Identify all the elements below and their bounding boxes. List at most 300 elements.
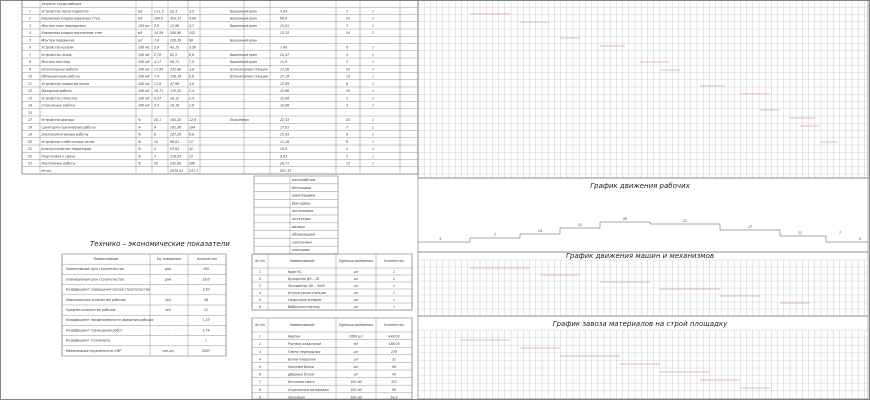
gantt-grid [418, 0, 868, 178]
work-name: Облицовочные работы [41, 74, 80, 79]
unit: 100 м2 [138, 52, 150, 57]
row-number: 17 [27, 118, 33, 123]
duration: 1 [372, 74, 375, 79]
materials-row [259, 388, 396, 392]
tep-unit: чел-дн [162, 348, 174, 353]
quantity: 34,59 [154, 31, 164, 36]
materials-header: Единица измерения [339, 323, 373, 327]
tep-name: Коэффициент совмещения работ [66, 328, 123, 333]
workers: 60,8 [280, 16, 288, 21]
materials-row [259, 342, 400, 346]
tep-name: Коэффициент сокращения сроков строительства [66, 287, 150, 292]
row-number: 2 [28, 16, 32, 21]
shifts: 5 [346, 154, 349, 159]
machines-header: Количество [384, 259, 404, 263]
material-unit: шт [353, 372, 359, 377]
machine-qty: 1 [392, 277, 396, 281]
tep-row [66, 349, 210, 353]
quantity: 17,85 [154, 67, 164, 72]
machine-qty: 1 [392, 284, 396, 288]
row-number: 14 [27, 103, 33, 108]
labor: 53,64 [170, 147, 180, 152]
unit: 100 м2 [138, 81, 150, 86]
machine-unit: шт [353, 298, 359, 302]
quantity: 2,4 [154, 103, 160, 108]
material-number: 5 [258, 365, 262, 369]
materials-row [259, 350, 397, 354]
row-number: 12 [27, 89, 33, 94]
work-name: Устройство покрытий полов [41, 81, 89, 86]
schedule-row [29, 53, 374, 57]
legend-item: бетонщики [292, 185, 311, 190]
quantity: 8 [154, 125, 157, 130]
legend-item: сантехники [292, 240, 312, 245]
material-name: Плиты перекрытия [288, 349, 321, 354]
machines-chart-title: График движения машин и механизмов [566, 252, 714, 260]
unit: 100 м2 [138, 103, 150, 108]
tep-unit: – [167, 328, 169, 333]
tep-header: Ед. измерения [156, 257, 182, 261]
quantity: 165,6 [154, 16, 164, 21]
machines-row [259, 298, 395, 302]
shifts: 23 [346, 16, 351, 21]
workers-label: 7 [493, 233, 497, 237]
machine-hours: 41 [189, 147, 194, 152]
schedule-row [29, 24, 374, 28]
material-number: 7 [258, 380, 262, 385]
workers: 11,9 [280, 60, 288, 65]
schedule-row [29, 31, 374, 35]
labor: 56,71 [170, 60, 180, 65]
machine-hours: 4,6 [189, 81, 195, 86]
workers-label: 11 [797, 231, 803, 235]
workers: 17,56 [280, 67, 290, 72]
schedule-table [22, 0, 418, 174]
row-number: 9 [28, 67, 32, 72]
quantity: 3 [154, 154, 157, 159]
tep-row [66, 267, 209, 271]
material-name: Кирпич [288, 334, 301, 339]
tep-header: Количество [197, 257, 217, 261]
shifts: 13 [346, 74, 351, 79]
row-number: 15 [27, 110, 33, 115]
material-qty: 278 [390, 349, 398, 354]
workers-label: 7 [838, 231, 842, 235]
work-name: Малярные работы [41, 89, 73, 94]
materials-row [259, 365, 396, 369]
material-qty: 448,03 [388, 334, 400, 339]
tep-row [66, 339, 207, 343]
material-number: 1 [258, 334, 262, 339]
machine-hours: 8,6 [189, 52, 195, 57]
unit: % [138, 132, 142, 137]
quantity: 20 [154, 161, 159, 166]
unit: шт [138, 38, 143, 43]
materials-chart-title: График завоза материалов на строй площадку [552, 320, 728, 328]
machine-qty: 1 [392, 291, 396, 295]
machine-hours: 3,26 [189, 45, 197, 50]
labor: 18,12 [170, 96, 180, 101]
tep-value: 2027 [201, 348, 211, 353]
machine-hours: 1,8 [189, 103, 195, 108]
materials-table [252, 318, 412, 399]
unit: % [138, 125, 142, 130]
row-number: 11 [27, 81, 33, 86]
machines-row [259, 284, 395, 288]
schedule-row [42, 169, 292, 173]
machine-name: Сварочный аппарат [288, 298, 322, 302]
machine-name: Экскаватор ЭО – 3043 [288, 284, 325, 288]
row-number: 6 [28, 45, 32, 50]
schedule-row [28, 125, 374, 129]
row-number: 10 [27, 74, 33, 79]
duration: 1 [372, 60, 375, 65]
crew: Штукатурная станция [230, 74, 268, 79]
legend-item: электрики [292, 248, 310, 253]
tep-row [66, 298, 208, 302]
work-name: Устройство фасада [41, 118, 75, 123]
unit: м3 [138, 31, 143, 36]
workers-label: 17 [747, 225, 753, 229]
workers-label: 28 [622, 217, 628, 221]
row-number: 19 [27, 132, 33, 137]
material-qty: 188,03 [388, 342, 400, 347]
material-unit: 100 м2 [350, 387, 362, 392]
tep-value: 1,74 [202, 328, 210, 333]
shifts: 3 [346, 103, 349, 108]
shifts: 6 [346, 45, 349, 50]
unit: 100 м2 [138, 45, 150, 50]
duration: 1 [372, 103, 375, 108]
work-name: Устройство лесов подмости [41, 9, 89, 14]
legend-item: разнорабочие [292, 178, 316, 182]
duration: 1 [372, 154, 375, 159]
charts-area [418, 178, 868, 399]
shifts: 9 [346, 139, 349, 144]
tep-value: 1,33 [202, 318, 210, 323]
schedule-row [28, 96, 374, 100]
work-name: Затраты труда рабочих [41, 2, 82, 7]
machines-table [252, 254, 412, 310]
workers: 10,8 [280, 147, 288, 152]
machine-number: 6 [258, 305, 262, 309]
material-unit: шт [353, 365, 359, 369]
workers: 28,71 [280, 161, 290, 166]
schedule-row [28, 104, 374, 108]
materials-header: Наименование [289, 323, 315, 327]
machine-hours: 2,4 [189, 89, 195, 94]
schedule-row [29, 46, 374, 50]
work-name: Устройство отмостки [41, 96, 78, 101]
machine-name: Виброуплотнитель [288, 305, 320, 309]
machine-hours: 186 [189, 161, 196, 166]
schedule-row [28, 154, 374, 158]
schedule-row [29, 67, 374, 71]
labor: 165,25 [170, 118, 182, 123]
material-name: Дверные блоки [288, 372, 314, 377]
workers-label: 21 [682, 219, 688, 223]
crew: Башенный кран [230, 38, 257, 43]
material-unit: 100 м2 [350, 395, 362, 400]
duration: 1 [372, 67, 375, 72]
tep-name: Среднее количество рабочих [66, 308, 116, 312]
workers: 9,83 [280, 154, 288, 159]
work-name: Устройство кровли [41, 45, 74, 50]
material-name: Оконные блоки [288, 365, 314, 369]
machine-number: 3 [258, 284, 262, 288]
machine-unit: шт [353, 291, 359, 295]
tep-row [66, 308, 208, 312]
material-unit: шт [353, 349, 359, 354]
workers-chart-title: График движения рабочих [590, 182, 690, 190]
work-name: Устройство полов [41, 52, 72, 57]
row-number: 3 [28, 23, 32, 28]
material-qty: 56 [391, 365, 397, 369]
shifts: 4 [346, 52, 349, 57]
schedule-row [28, 133, 374, 137]
schedule-row [28, 140, 374, 144]
machines-header: № п/п [255, 259, 265, 263]
workers-label: 5 [858, 237, 862, 241]
machine-hours: 4,7 [189, 23, 195, 28]
material-qty: 321 [390, 380, 398, 385]
crew: Штукатурная станция [230, 67, 268, 72]
labor: 43,15 [170, 45, 180, 50]
crew: Башенный кран [230, 23, 257, 28]
machine-hours: 12 [189, 154, 194, 159]
crew: Башенный кран [230, 16, 257, 21]
shifts: 15 [346, 89, 351, 94]
machine-hours: 98 [189, 38, 194, 43]
quantity: 2,8 [154, 23, 160, 28]
unit: 100 м2 [138, 60, 150, 65]
tep-unit: дни [164, 267, 172, 272]
quantity: 10 [154, 139, 159, 144]
machine-hours: 5,6 [189, 74, 195, 79]
material-number: 6 [258, 372, 262, 377]
row-number: 7 [28, 52, 32, 57]
machine-hours: 3,5 [189, 9, 195, 14]
tep-name: Нормативный срок строительства [66, 267, 124, 272]
material-qty: 45 [391, 372, 397, 377]
tep-value: 1 [204, 338, 208, 343]
unit: 100 шт [138, 23, 150, 28]
tep-table [62, 240, 230, 356]
quantity: 2 [154, 147, 157, 152]
tep-value: 2,50 [202, 287, 210, 292]
material-number: 3 [258, 349, 262, 354]
materials-row [259, 373, 396, 377]
material-unit: м3 [353, 342, 359, 347]
material-qty: 31 [391, 357, 397, 362]
quantity: 11,6 [154, 81, 162, 86]
workers: 12,86 [280, 96, 290, 101]
legend-item: монтажники [292, 209, 314, 214]
work-name: Штукатурные работы [41, 67, 79, 72]
schedule-row [29, 38, 257, 42]
material-name: Отделочные материалы [288, 387, 329, 392]
duration: 1 [372, 147, 375, 152]
tep-value: 16,6 [202, 277, 210, 282]
machine-unit: шт [353, 270, 359, 274]
labor: 127,29 [170, 132, 182, 137]
schedule-row [28, 75, 374, 79]
machines-row [259, 277, 395, 281]
shifts: 9 [346, 132, 349, 137]
tep-unit: чел [165, 297, 171, 302]
machine-unit: шт [353, 305, 359, 309]
machine-number: 4 [258, 291, 262, 295]
duration: 1 [372, 125, 375, 130]
work-name: Благоустройство территории [41, 147, 92, 152]
material-number: 2 [258, 342, 262, 347]
workers: 17,19 [280, 74, 290, 79]
duration: 1 [372, 31, 375, 36]
material-name: Линолеум [288, 395, 305, 400]
machine-hours: 184 [189, 125, 196, 130]
shifts: 6 [346, 81, 349, 86]
labor: 2579,52 [170, 168, 184, 173]
workers: 12,86 [280, 89, 290, 94]
row-number: 8 [28, 60, 32, 65]
labor: 62,5 [170, 52, 178, 57]
schedule-row [28, 89, 374, 93]
quantity: 16,71 [154, 89, 164, 94]
machine-hours: 152 [189, 31, 196, 36]
machines-row [259, 305, 395, 309]
labor: 453,31 [170, 16, 182, 21]
schedule-row [28, 118, 374, 122]
material-number: 9 [258, 395, 262, 400]
workers: 7,48 [280, 45, 288, 50]
work-name: Стекольные работы [41, 103, 76, 108]
workers-label: 3 [438, 237, 442, 241]
shifts: 23 [346, 67, 351, 72]
row-number: 18 [27, 125, 33, 130]
unit: 100 м2 [138, 74, 150, 79]
unit: 100 м2 [138, 96, 150, 101]
quantity: 7,4 [154, 74, 160, 79]
duration: 1 [372, 96, 375, 101]
workers-legend-table [254, 176, 338, 254]
duration: 1 [372, 81, 375, 86]
shifts: 24 [346, 31, 351, 36]
tep-value: 21 [203, 308, 209, 312]
tep-title: Технико – экономические показатели [90, 240, 230, 248]
duration: 1 [372, 23, 375, 28]
machine-hours: 7,5 [189, 60, 195, 65]
labor: 331,68 [170, 67, 182, 72]
row-number: 5 [28, 38, 32, 43]
quantity: 0,57 [154, 96, 162, 101]
crew: Башенный кран [230, 60, 257, 65]
workers-label: 21 [577, 223, 583, 227]
quantity: 6 [154, 132, 157, 137]
unit: % [138, 118, 142, 123]
tep-name: Планируемый срок строительства [66, 277, 124, 282]
workers: 15,32 [280, 31, 290, 36]
tep-header: Наименование [93, 257, 119, 261]
material-name: Блоки покрытия [288, 357, 316, 362]
machines-row [259, 270, 395, 274]
labor: 181,36 [170, 125, 182, 130]
machine-unit: шт [353, 277, 359, 281]
shifts: 13 [346, 161, 351, 166]
duration: 1 [372, 9, 375, 14]
legend-item: арматурщики [292, 193, 316, 198]
material-unit: 100 м2 [350, 380, 362, 385]
workers: 12,61 [280, 23, 290, 28]
work-name: Монтаж плит перекрытия [41, 23, 86, 28]
duration: 1 [372, 139, 375, 144]
shifts: 5 [346, 147, 349, 152]
duration: 1 [372, 132, 375, 137]
material-unit: шт [353, 357, 359, 362]
machine-qty: 1 [392, 270, 396, 274]
tep-name: Коэффициент неравномерности движения рабочих [66, 318, 154, 323]
work-name: Кирпичная кладка внутренних стен [41, 31, 103, 36]
duration: 1 [372, 52, 375, 57]
machines-header: Единица измерения [339, 259, 373, 263]
unit: м3 [138, 16, 143, 21]
duration: 1 [372, 16, 375, 21]
unit: % [138, 154, 142, 159]
schedule-row [28, 82, 374, 86]
work-name: Итого [41, 168, 52, 173]
machine-qty: 1 [392, 305, 396, 309]
materials-row [259, 335, 400, 339]
machine-number: 2 [258, 277, 262, 281]
row-number: 21 [27, 147, 33, 152]
tep-name: Максимальное количество рабочих [66, 297, 126, 302]
machine-number: 5 [258, 298, 262, 302]
row-number: 4 [28, 31, 32, 36]
quantity: 20,1 [154, 118, 162, 123]
shifts: 3 [346, 96, 349, 101]
labor: 280,96 [170, 31, 182, 36]
machines-row [259, 291, 395, 295]
tep-name: Механизация трудоёмкости СМР [66, 348, 122, 353]
workers: 11,16 [280, 139, 290, 144]
schedule-row [29, 60, 374, 64]
shifts: 3 [346, 60, 349, 65]
material-name: Бетонная смесь [288, 380, 315, 385]
materials-row [259, 357, 396, 361]
quantity: 1+1,5 [154, 9, 164, 14]
machine-qty: 1 [392, 298, 396, 302]
workers: 15,43 [280, 132, 290, 137]
tep-value: 28 [203, 297, 209, 302]
row-number: 20 [27, 139, 33, 144]
schedule-row [42, 2, 82, 6]
work-name: Устройство слаботочных сетей [41, 139, 95, 144]
row-number: 22 [27, 154, 33, 159]
legend-item: штукатуры [292, 217, 311, 221]
labor: 18,16 [170, 103, 180, 108]
schedule-row [28, 111, 32, 115]
machine-hours: 2,4 [189, 96, 195, 101]
shifts: 7 [346, 125, 349, 130]
workers: 12,89 [280, 81, 290, 86]
materials-row [259, 380, 397, 384]
machine-unit: шт [353, 284, 359, 288]
material-qty: 54,3 [390, 395, 398, 400]
workers: 17,01 [280, 125, 290, 130]
row-number: 13 [27, 96, 33, 101]
work-name: Кирпичная кладка наружных стен [41, 16, 100, 21]
labor: 47,99 [170, 81, 180, 86]
machine-hours: 4,08 [189, 16, 197, 21]
